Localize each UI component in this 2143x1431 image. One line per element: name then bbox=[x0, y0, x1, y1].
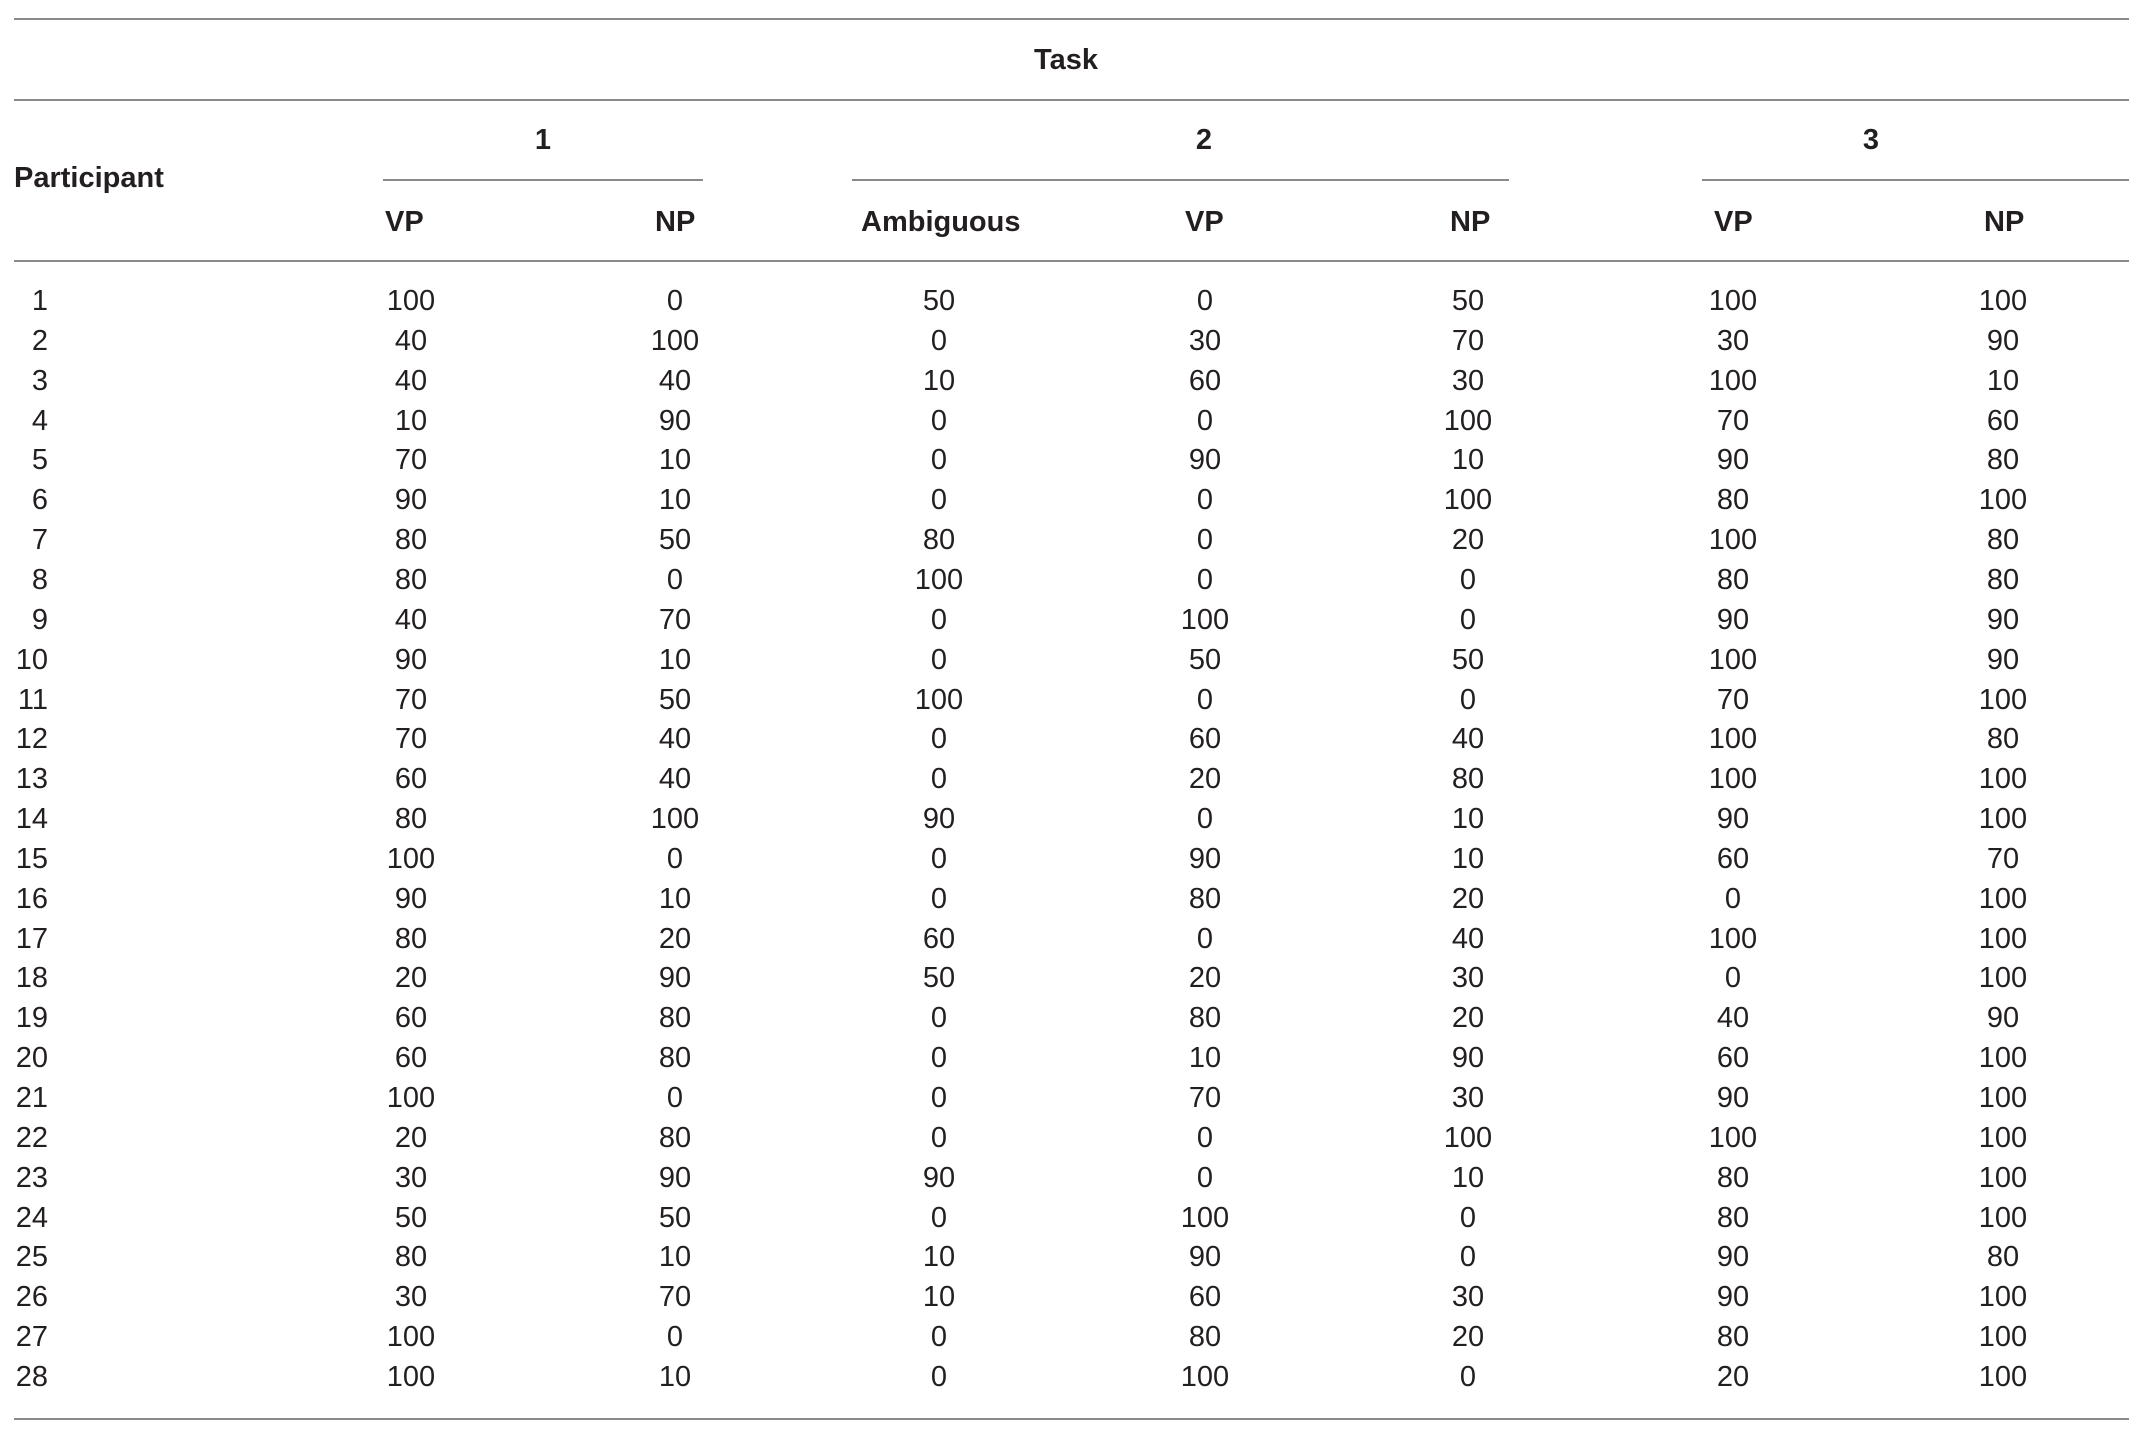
table-cell: 10 bbox=[658, 882, 692, 915]
column-header-task2-vp: VP bbox=[1185, 206, 1224, 238]
group-1-underline bbox=[383, 179, 703, 181]
table-cell: 70 bbox=[1716, 683, 1750, 716]
table-cell: 80 bbox=[1451, 763, 1485, 796]
table-cell: 10 bbox=[922, 1281, 956, 1314]
table-cell: 0 bbox=[1724, 882, 1742, 915]
table-cell: 60 bbox=[1986, 404, 2020, 437]
table-cell: 0 bbox=[1196, 1161, 1214, 1194]
table-cell: 0 bbox=[1196, 922, 1214, 955]
table-cell: 0 bbox=[1196, 1121, 1214, 1154]
table-cell: 100 bbox=[1978, 803, 2028, 836]
column-header-task2-np: NP bbox=[1450, 206, 1491, 238]
participant-id: 14 bbox=[15, 803, 48, 836]
table-cell: 50 bbox=[394, 1201, 428, 1234]
table-cell: 0 bbox=[666, 1082, 684, 1114]
table-cell: 10 bbox=[1986, 364, 2020, 397]
table-cell: 20 bbox=[658, 922, 692, 955]
table-cell: 100 bbox=[914, 563, 964, 596]
table-cell: 80 bbox=[1716, 484, 1750, 517]
table-cell: 100 bbox=[914, 683, 964, 716]
table-cell: 60 bbox=[394, 763, 428, 796]
table-cell: 10 bbox=[658, 643, 692, 676]
participant-id: 6 bbox=[31, 484, 48, 517]
table-cell: 40 bbox=[394, 364, 428, 397]
table-cell: 70 bbox=[394, 444, 428, 477]
table-cell: 100 bbox=[1443, 484, 1493, 517]
table-cell: 60 bbox=[394, 1002, 428, 1035]
table-cell: 20 bbox=[1451, 1321, 1485, 1354]
table-cell: 80 bbox=[658, 1121, 692, 1154]
table-cell: 90 bbox=[1451, 1042, 1485, 1075]
table-cell: 40 bbox=[658, 364, 692, 397]
table-cell: 80 bbox=[1188, 1002, 1222, 1035]
table-cell: 40 bbox=[394, 324, 428, 357]
table-cell: 90 bbox=[1716, 1281, 1750, 1314]
table-cell: 100 bbox=[1978, 484, 2028, 517]
table-cell: 80 bbox=[1188, 882, 1222, 915]
table-cell: 30 bbox=[394, 1281, 428, 1314]
table-cell: 100 bbox=[386, 1360, 436, 1393]
participant-header: Participant bbox=[14, 162, 164, 194]
table-cell: 100 bbox=[1978, 1321, 2028, 1354]
group-header-2: 2 bbox=[1195, 124, 1213, 156]
table-cell: 20 bbox=[394, 1121, 428, 1154]
table-cell: 90 bbox=[1986, 324, 2020, 357]
column-header-rule bbox=[14, 260, 2129, 262]
table-cell: 100 bbox=[1978, 882, 2028, 915]
table-cell: 0 bbox=[930, 643, 948, 676]
table-cell: 90 bbox=[1716, 1241, 1750, 1274]
table-cell: 0 bbox=[930, 324, 948, 357]
table-cell: 100 bbox=[1978, 763, 2028, 796]
group-header-3: 3 bbox=[1862, 124, 1880, 156]
table-cell: 90 bbox=[394, 643, 428, 676]
table-cell: 100 bbox=[1708, 524, 1758, 557]
table-cell: 0 bbox=[930, 1082, 948, 1114]
table-cell: 0 bbox=[930, 603, 948, 636]
table-cell: 100 bbox=[1978, 285, 2028, 317]
participant-id: 11 bbox=[17, 683, 48, 716]
table-cell: 50 bbox=[658, 1201, 692, 1234]
table-cell: 0 bbox=[1459, 1360, 1477, 1393]
table-cell: 100 bbox=[1708, 723, 1758, 756]
table-cell: 90 bbox=[1716, 1082, 1750, 1114]
group-header-1: 1 bbox=[534, 124, 552, 156]
table-cell: 100 bbox=[1978, 1281, 2028, 1314]
table-cell: 90 bbox=[394, 882, 428, 915]
table-cell: 40 bbox=[658, 763, 692, 796]
table-cell: 0 bbox=[930, 1042, 948, 1075]
table-cell: 0 bbox=[1196, 285, 1214, 317]
table-cell: 40 bbox=[394, 603, 428, 636]
table-cell: 100 bbox=[1708, 643, 1758, 676]
table-cell: 0 bbox=[1196, 563, 1214, 596]
table-cell: 10 bbox=[1451, 1161, 1485, 1194]
table-cell: 30 bbox=[1451, 1082, 1485, 1114]
table-cell: 100 bbox=[1708, 763, 1758, 796]
table-cell: 80 bbox=[922, 524, 956, 557]
table-cell: 90 bbox=[1188, 1241, 1222, 1274]
table-cell: 60 bbox=[1188, 1281, 1222, 1314]
table-cell: 70 bbox=[658, 603, 692, 636]
table-top-rule bbox=[14, 18, 2129, 20]
table-cell: 0 bbox=[1196, 404, 1214, 437]
participant-id: 10 bbox=[15, 643, 48, 676]
table-cell: 80 bbox=[1716, 1321, 1750, 1354]
table-cell: 90 bbox=[1986, 643, 2020, 676]
table-cell: 90 bbox=[922, 1161, 956, 1194]
table-cell: 90 bbox=[1986, 1002, 2020, 1035]
table-cell: 10 bbox=[922, 364, 956, 397]
table-cell: 90 bbox=[658, 404, 692, 437]
table-cell: 0 bbox=[930, 842, 948, 875]
participant-id: 17 bbox=[15, 922, 48, 955]
group-2-underline bbox=[852, 179, 1509, 181]
table-cell: 60 bbox=[1188, 364, 1222, 397]
table-cell: 50 bbox=[1451, 643, 1485, 676]
participant-id: 20 bbox=[15, 1042, 48, 1075]
table-cell: 80 bbox=[1986, 723, 2020, 756]
column-header-task3-np: NP bbox=[1984, 206, 2025, 238]
table-cell: 20 bbox=[1451, 1002, 1485, 1035]
table-cell: 90 bbox=[1716, 603, 1750, 636]
participant-id: 13 bbox=[15, 763, 48, 796]
participant-id: 12 bbox=[15, 723, 48, 756]
table-cell: 50 bbox=[922, 285, 956, 317]
participant-id: 3 bbox=[31, 364, 48, 397]
table-cell: 70 bbox=[394, 683, 428, 716]
table-cell: 0 bbox=[1459, 603, 1477, 636]
table-cell: 100 bbox=[386, 1082, 436, 1114]
table-cell: 0 bbox=[666, 842, 684, 875]
participant-id: 18 bbox=[15, 962, 48, 995]
participant-id: 7 bbox=[31, 524, 48, 557]
table-cell: 70 bbox=[1188, 1082, 1222, 1114]
table-cell: 90 bbox=[658, 1161, 692, 1194]
table-cell: 70 bbox=[658, 1281, 692, 1314]
participant-id: 26 bbox=[15, 1281, 48, 1314]
table-cell: 10 bbox=[1188, 1042, 1222, 1075]
table-cell: 80 bbox=[394, 524, 428, 557]
table-cell: 0 bbox=[930, 763, 948, 796]
table-cell: 80 bbox=[394, 922, 428, 955]
participant-id: 28 bbox=[15, 1360, 48, 1393]
table-cell: 0 bbox=[930, 404, 948, 437]
table-cell: 0 bbox=[930, 882, 948, 915]
table-cell: 0 bbox=[930, 1360, 948, 1393]
table-cell: 80 bbox=[1986, 563, 2020, 596]
table-cell: 100 bbox=[650, 803, 700, 836]
table-cell: 30 bbox=[1188, 324, 1222, 357]
table-cell: 0 bbox=[1196, 484, 1214, 517]
table-cell: 10 bbox=[1451, 842, 1485, 875]
table-cell: 80 bbox=[394, 563, 428, 596]
table-cell: 50 bbox=[1188, 643, 1222, 676]
table-cell: 100 bbox=[1708, 364, 1758, 397]
table-cell: 0 bbox=[1459, 1241, 1477, 1274]
participant-id: 1 bbox=[31, 285, 48, 317]
table-cell: 100 bbox=[1978, 1161, 2028, 1194]
column-header-task1-np: NP bbox=[655, 206, 696, 238]
group-3-underline bbox=[1702, 179, 2129, 181]
table-cell: 10 bbox=[1451, 803, 1485, 836]
task-header-rule bbox=[14, 99, 2129, 101]
table-cell: 0 bbox=[930, 1121, 948, 1154]
table-cell: 90 bbox=[922, 803, 956, 836]
participant-id: 15 bbox=[15, 842, 48, 875]
column-header-task2-ambiguous: Ambiguous bbox=[861, 206, 1021, 238]
table-cell: 100 bbox=[1708, 1121, 1758, 1154]
participant-id: 25 bbox=[15, 1241, 48, 1274]
table-cell: 90 bbox=[1986, 603, 2020, 636]
table-cell: 50 bbox=[658, 683, 692, 716]
table-cell: 80 bbox=[394, 803, 428, 836]
table-cell: 20 bbox=[1188, 962, 1222, 995]
table-cell: 0 bbox=[930, 723, 948, 756]
table-cell: 100 bbox=[1978, 922, 2028, 955]
table-cell: 90 bbox=[658, 962, 692, 995]
table-cell: 10 bbox=[394, 404, 428, 437]
table-cell: 100 bbox=[1978, 1082, 2028, 1114]
table-cell: 100 bbox=[386, 1321, 436, 1354]
table-cell: 100 bbox=[1443, 1121, 1493, 1154]
table-cell: 100 bbox=[650, 324, 700, 357]
table-cell: 60 bbox=[1188, 723, 1222, 756]
table-cell: 80 bbox=[1716, 1201, 1750, 1234]
participant-id: 4 bbox=[31, 404, 48, 437]
table-cell: 90 bbox=[1188, 842, 1222, 875]
table-cell: 10 bbox=[1451, 444, 1485, 477]
table-cell: 60 bbox=[394, 1042, 428, 1075]
table-cell: 0 bbox=[930, 1321, 948, 1354]
table-cell: 20 bbox=[1188, 763, 1222, 796]
table-cell: 10 bbox=[658, 1241, 692, 1274]
table-cell: 100 bbox=[386, 285, 436, 317]
table-cell: 80 bbox=[1986, 1241, 2020, 1274]
table-cell: 80 bbox=[658, 1002, 692, 1035]
table-cell: 40 bbox=[1451, 922, 1485, 955]
table-cell: 100 bbox=[1978, 1042, 2028, 1075]
table-cell: 20 bbox=[1451, 882, 1485, 915]
table-cell: 0 bbox=[930, 1201, 948, 1234]
table-cell: 40 bbox=[658, 723, 692, 756]
participant-id: 23 bbox=[15, 1161, 48, 1194]
participant-id: 24 bbox=[15, 1201, 48, 1234]
table-cell: 30 bbox=[1716, 324, 1750, 357]
table-cell: 50 bbox=[922, 962, 956, 995]
table-cell: 100 bbox=[1180, 1201, 1230, 1234]
table-cell: 20 bbox=[1451, 524, 1485, 557]
table-cell: 60 bbox=[1716, 1042, 1750, 1075]
table-cell: 100 bbox=[1443, 404, 1493, 437]
table-cell: 20 bbox=[1716, 1360, 1750, 1393]
table-cell: 0 bbox=[666, 1321, 684, 1354]
table-cell: 10 bbox=[658, 444, 692, 477]
participant-id: 27 bbox=[15, 1321, 48, 1354]
table-cell: 10 bbox=[658, 484, 692, 517]
participant-id: 9 bbox=[31, 603, 48, 636]
participant-id: 21 bbox=[15, 1082, 48, 1114]
table-cell: 70 bbox=[1986, 842, 2020, 875]
table-cell: 50 bbox=[658, 524, 692, 557]
table-cell: 100 bbox=[1978, 1360, 2028, 1393]
table-cell: 0 bbox=[1459, 563, 1477, 596]
table-cell: 0 bbox=[930, 1002, 948, 1035]
participant-id: 2 bbox=[31, 324, 48, 357]
table-cell: 100 bbox=[1180, 1360, 1230, 1393]
participant-id: 22 bbox=[15, 1121, 48, 1154]
table-cell: 80 bbox=[658, 1042, 692, 1075]
column-header-task1-vp: VP bbox=[385, 206, 424, 238]
participant-id: 19 bbox=[15, 1002, 48, 1035]
table-cell: 20 bbox=[394, 962, 428, 995]
table-cell: 30 bbox=[1451, 364, 1485, 397]
table-cell: 100 bbox=[386, 842, 436, 875]
table-cell: 90 bbox=[1716, 803, 1750, 836]
table-cell: 0 bbox=[1196, 683, 1214, 716]
table-cell: 80 bbox=[1716, 1161, 1750, 1194]
table-cell: 80 bbox=[1188, 1321, 1222, 1354]
participant-id: 5 bbox=[31, 444, 48, 477]
table-cell: 0 bbox=[930, 484, 948, 517]
table-cell: 40 bbox=[1451, 723, 1485, 756]
table-cell: 90 bbox=[1188, 444, 1222, 477]
table-cell: 40 bbox=[1716, 1002, 1750, 1035]
table-cell: 10 bbox=[922, 1241, 956, 1274]
table-cell: 0 bbox=[666, 563, 684, 596]
table-cell: 100 bbox=[1978, 1121, 2028, 1154]
table-cell: 0 bbox=[1459, 1201, 1477, 1234]
table-cell: 30 bbox=[394, 1161, 428, 1194]
table-cell: 0 bbox=[1196, 803, 1214, 836]
table-cell: 100 bbox=[1708, 285, 1758, 317]
table-cell: 70 bbox=[394, 723, 428, 756]
participant-id: 8 bbox=[31, 563, 48, 596]
table-cell: 0 bbox=[1724, 962, 1742, 995]
table-cell: 100 bbox=[1978, 683, 2028, 716]
table-cell: 90 bbox=[394, 484, 428, 517]
participant-id: 16 bbox=[15, 882, 48, 915]
task-header: Task bbox=[1034, 44, 1098, 76]
table-cell: 0 bbox=[1459, 683, 1477, 716]
table-cell: 100 bbox=[1978, 1201, 2028, 1234]
table-cell: 50 bbox=[1451, 285, 1485, 317]
table-cell: 60 bbox=[922, 922, 956, 955]
table-cell: 100 bbox=[1708, 922, 1758, 955]
table-cell: 70 bbox=[1716, 404, 1750, 437]
table-cell: 80 bbox=[1986, 444, 2020, 477]
table-cell: 10 bbox=[658, 1360, 692, 1393]
table-cell: 90 bbox=[1716, 444, 1750, 477]
table-cell: 0 bbox=[1196, 524, 1214, 557]
table-cell: 80 bbox=[1986, 524, 2020, 557]
table-cell: 100 bbox=[1978, 962, 2028, 995]
table-cell: 80 bbox=[1716, 563, 1750, 596]
table-cell: 0 bbox=[930, 444, 948, 477]
table-cell: 30 bbox=[1451, 962, 1485, 995]
table-cell: 70 bbox=[1451, 324, 1485, 357]
table-cell: 30 bbox=[1451, 1281, 1485, 1314]
table-cell: 80 bbox=[394, 1241, 428, 1274]
column-header-task3-vp: VP bbox=[1714, 206, 1753, 238]
table-cell: 0 bbox=[666, 285, 684, 317]
table-cell: 60 bbox=[1716, 842, 1750, 875]
table-cell: 100 bbox=[1180, 603, 1230, 636]
table-bottom-rule bbox=[14, 1418, 2129, 1420]
